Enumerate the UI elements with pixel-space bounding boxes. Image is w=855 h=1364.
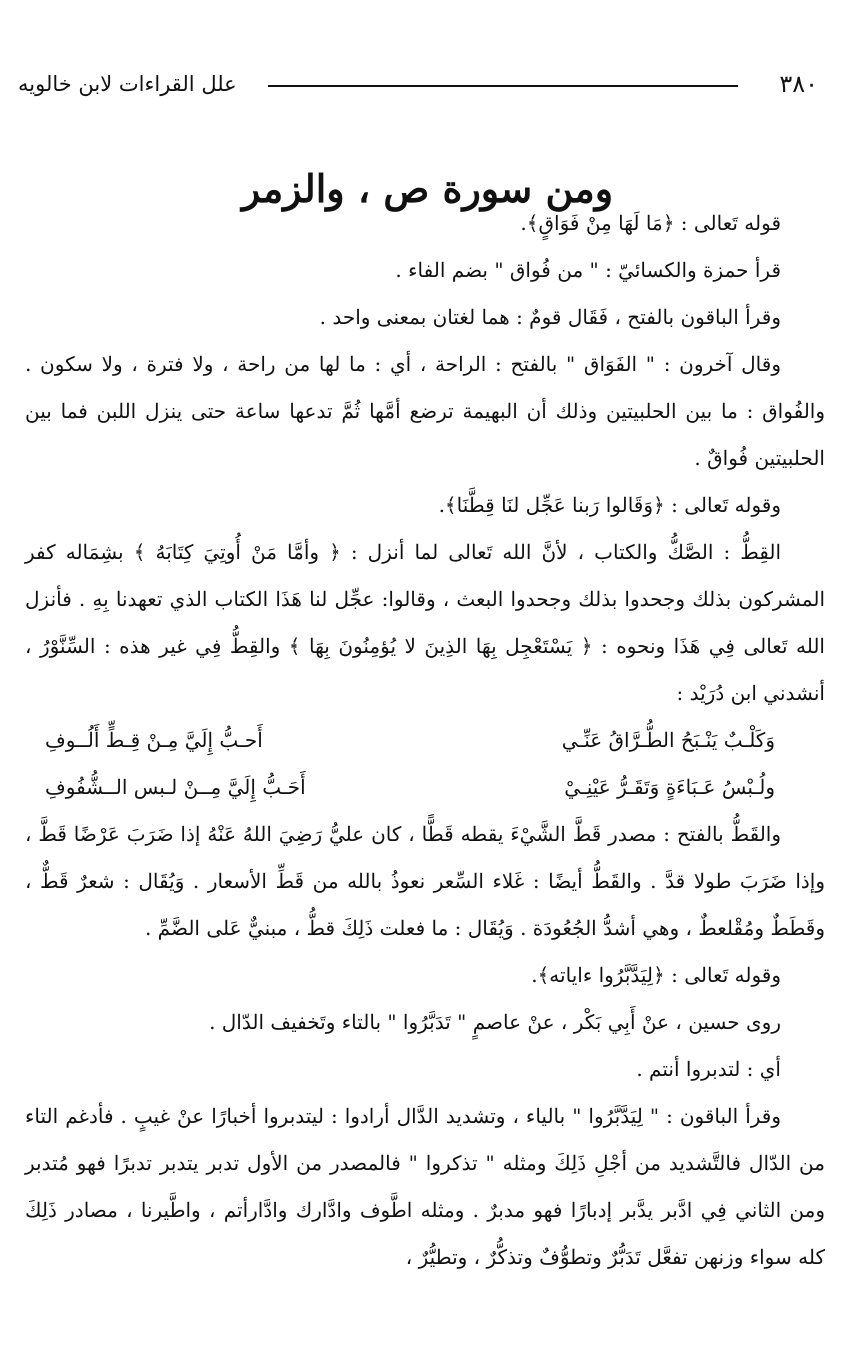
paragraph: قوله تَعالى : ﴿مَا لَهَا مِنْ فَوَاقٍ﴾. [520,211,781,235]
poem-verse [25,717,825,764]
verse-first-hemistich: ولُـبْسُ عَـبَاءَةٍ وَتَقَـرُّ عَيْنِـيْ [564,775,775,799]
paragraph: وقوله تَعالى : ﴿وَقَالوا رَبنا عَجِّل لنَا قِطَّنَا﴾. [438,493,781,517]
paragraph: وقوله تَعالى : ﴿لِيَدَّبَّرُوا ءاياته﴾. [531,963,781,987]
verse-second-hemistich: أَحـبُّ إِلَيَّ مِـنْ قِـطٍّ أَلُــوفِ [45,728,263,752]
page-body [25,200,825,1281]
chapter-title: ومن سورة ص ، والزمر [241,166,614,212]
page-header [18,66,818,102]
running-title: علل القراءات لابن خالويه [18,72,237,96]
paragraph: وقرأ الباقون بالفتح ، فَقَال قومٌ : هما لغتان بمعنى واحد . [319,305,781,329]
paragraph: أي : لتدبروا أنتم . [636,1057,781,1081]
paragraph: القِطُّ : الصَّكُّ والكتاب ، لأنَّ الله تَعالى لما أنزل : ﴿ وأمَّا مَنْ أُوتِيَ كِتَابَهُ ﴾ بشِمَاله كفر المشركون بذلك وجحدوا بذلك وجحدوا البعث ، وقالوا: عجِّل لنا هَذَا الكتاب الذي تعهدنا بِهِ . فأنزل الله تَعالى فِي هَذَا ونحوه : ﴿ يَسْتَعْجِل بِهَا الذِينَ لا يُؤمِنُونَ بِهَا ﴾ والقِطُّ فِي غير هذه : السِّنَّوْرُ ، أنشدني ابن دُرَيْد : [25,540,825,705]
poem [25,717,825,811]
paragraph: قرأ حمزة والكسائيّ : " من فُواق " بضم الفاء . [395,258,781,282]
paragraph: روى حسين ، عنْ أَبِي بَكْر ، عنْ عاصمٍ " تَدَبَّرُوا " بالتاء وتَخفيف الدّال . [209,1010,781,1034]
poem-verse [25,764,825,811]
header-rule [268,85,738,87]
paragraph: وقرأ الباقون : " لِيَدَّبَّرُوا " بالياء ، وتشديد الدَّال أرادوا : ليتدبروا أخبارًا عنْ غيبٍ . فأدغم التاء من الدّال فالتَّشديد من أجْلِ ذَلِكَ ومثله " تذكروا " فالمصدر من الأول تدبر يتدبر تدبرًا فهو مُتدبر ومن الثاني فِي ادَّبر يدَّبر إدبارًا فهو مدبرٌ . ومثله اطَّوف وادَّارك وادَّارأتم ، واطَّيرنا ، مصادر ذَلِكَ كله سواء وزنهن تفعَّل تَدَبُّرٌ وتطوُّفٌ وتذكُّرٌ ، وتطيُّرٌ ، [25,1104,825,1269]
paragraph: وقال آخرون : " الفَوَاق " بالفتح : الراحة ، أي : ما لها من راحة ، ولا فترة ، ولا سكون . والفُواق : ما بين الحلبيتين وذلك أن البهيمة ترضع أمَّها ثُمَّ تدعها ساعة حتى ينزل اللبن فما بين الحلبيتين فُواقٌ . [25,352,826,470]
paragraph: والقَطُّ بالفتح : مصدر قَطَّ الشَّيْءَ يقطه قَطًّا ، كان عليُّ رَضِيَ اللهُ عَنْهُ إذا ضَرَبَ عَرْضًا قَطَّ ، وإذا ضَرَبَ طولا قدَّ . والقَطُّ أيضًا : غَلاء السِّعر نعوذُ بالله من قَطِّ الأسعار . وَيُقَال : شعرٌ قَطٌّ ، وقَطَطٌ ومُقْلعطٌ ، وهي أشدُّ الجُعُودَة . وَيُقَال : ما فعلت ذَلِكَ قطُّ ، مبنيٌّ عَلى الضَّمِّ . [25,822,825,940]
verse-first-hemistich: وَكَلْـبٌ يَنْـبَحُ الطُّـرَّاقُ عَنِّـي [561,728,775,752]
page-number: ٣٨٠ [779,70,818,98]
verse-second-hemistich: أَحَـبُّ إِلَيَّ مِــنْ لـبس الــشُّفُوفِ [45,775,306,799]
